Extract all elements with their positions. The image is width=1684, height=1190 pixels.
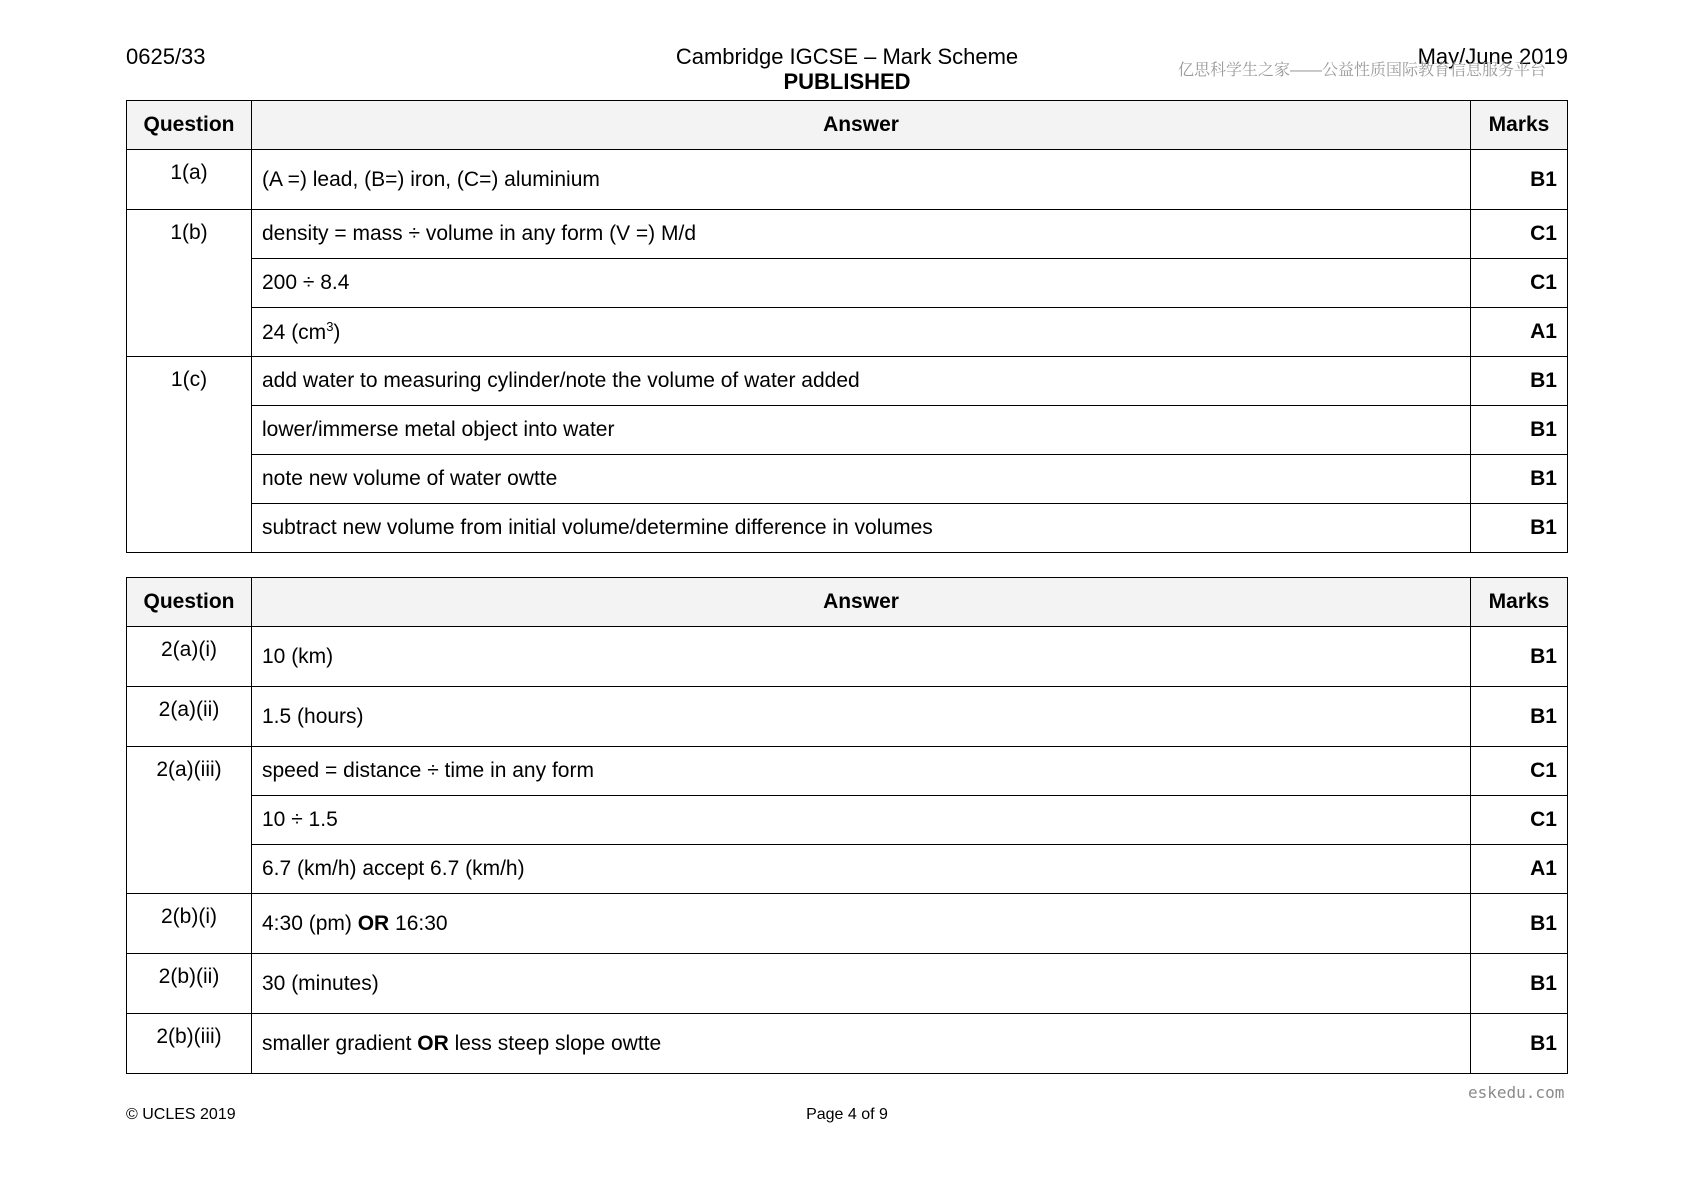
column-header-answer: Answer <box>252 578 1471 627</box>
exam-session: May/June 2019 <box>1417 44 1568 69</box>
question-cell: 2(b)(ii) <box>127 954 252 1014</box>
table-header-row <box>127 578 1568 627</box>
mark-cell: B1 <box>1471 150 1568 210</box>
title-text: Cambridge IGCSE – Mark Scheme <box>675 44 1019 69</box>
answer-cell: density = mass ÷ volume in any form (V =) M/d <box>252 210 1471 259</box>
column-header-question: Question <box>127 101 252 150</box>
mark-cell: B1 <box>1471 687 1568 747</box>
mark-cell: C1 <box>1471 796 1568 845</box>
answer-cell: (A =) lead, (B=) iron, (C=) aluminium <box>252 150 1471 210</box>
watermark-text: 亿思科学生之家——公益性质国际教育信息服务平台 <box>1178 62 1547 79</box>
answer-cell: 30 (minutes) <box>252 954 1471 1014</box>
table-row <box>127 845 1568 894</box>
table-row <box>127 455 1568 504</box>
mark-cell: B1 <box>1471 504 1568 553</box>
superscript: 3 <box>326 319 334 334</box>
answer-text: smaller gradient <box>262 1031 418 1055</box>
answer-cell: add water to measuring cylinder/note the volume of water added <box>252 357 1471 406</box>
mark-scheme-table-1 <box>126 100 1568 553</box>
table-row <box>127 504 1568 553</box>
copyright: © UCLES 2019 <box>126 1106 236 1123</box>
emphasis-or: OR <box>417 1031 449 1055</box>
table-row <box>127 1014 1568 1074</box>
column-header-marks: Marks <box>1471 101 1568 150</box>
table-row <box>127 308 1568 357</box>
table-row <box>127 894 1568 954</box>
mark-cell: B1 <box>1471 455 1568 504</box>
table-row <box>127 210 1568 259</box>
mark-cell: B1 <box>1471 894 1568 954</box>
answer-cell: speed = distance ÷ time in any form <box>252 747 1471 796</box>
table-row <box>127 259 1568 308</box>
answer-cell: subtract new volume from initial volume/determine difference in volumes <box>252 504 1471 553</box>
column-header-question: Question <box>127 578 252 627</box>
table-row <box>127 747 1568 796</box>
answer-cell <box>252 894 1471 954</box>
answer-cell: 200 ÷ 8.4 <box>252 259 1471 308</box>
table-row <box>127 357 1568 406</box>
answer-cell: 10 (km) <box>252 627 1471 687</box>
answer-cell: 1.5 (hours) <box>252 687 1471 747</box>
question-cell: 2(b)(i) <box>127 894 252 954</box>
mark-cell: A1 <box>1471 308 1568 357</box>
answer-cell: 10 ÷ 1.5 <box>252 796 1471 845</box>
question-cell: 1(a) <box>127 150 252 210</box>
table-row <box>127 796 1568 845</box>
answer-text: ) <box>333 321 341 344</box>
page-number: Page 4 of 9 <box>806 1106 888 1123</box>
mark-cell: A1 <box>1471 845 1568 894</box>
table-row <box>127 150 1568 210</box>
mark-scheme-table-2 <box>126 577 1568 1074</box>
mark-cell: C1 <box>1471 210 1568 259</box>
answer-cell <box>252 1014 1471 1074</box>
table-row <box>127 627 1568 687</box>
answer-text: 4:30 (pm) <box>262 911 358 935</box>
question-cell: 1(c) <box>127 357 252 553</box>
mark-cell: B1 <box>1471 627 1568 687</box>
status-label: PUBLISHED <box>783 69 911 94</box>
answer-cell <box>252 308 1471 357</box>
answer-text: 16:30 <box>389 911 448 935</box>
site-watermark: eskedu.com <box>1468 1083 1565 1102</box>
paper-code: 0625/33 <box>126 44 206 69</box>
mark-cell: B1 <box>1471 1014 1568 1074</box>
column-header-marks: Marks <box>1471 578 1568 627</box>
table-row <box>127 954 1568 1014</box>
mark-cell: B1 <box>1471 954 1568 1014</box>
question-cell: 2(a)(ii) <box>127 687 252 747</box>
question-cell: 2(a)(i) <box>127 627 252 687</box>
emphasis-or: OR <box>357 911 390 935</box>
mark-cell: B1 <box>1471 357 1568 406</box>
mark-cell: C1 <box>1471 747 1568 796</box>
answer-text: 24 (cm <box>262 321 327 344</box>
mark-cell: C1 <box>1471 259 1568 308</box>
column-header-answer: Answer <box>252 101 1471 150</box>
question-cell: 1(b) <box>127 210 252 357</box>
mark-cell: B1 <box>1471 406 1568 455</box>
table-row <box>127 406 1568 455</box>
answer-text: less steep slope owtte <box>448 1031 662 1055</box>
answer-cell: note new volume of water owtte <box>252 455 1471 504</box>
answer-cell: lower/immerse metal object into water <box>252 406 1471 455</box>
question-cell: 2(a)(iii) <box>127 747 252 894</box>
table-header-row <box>127 101 1568 150</box>
question-cell: 2(b)(iii) <box>127 1014 252 1074</box>
table-row <box>127 687 1568 747</box>
answer-cell: 6.7 (km/h) accept 6.7 (km/h) <box>252 845 1471 894</box>
